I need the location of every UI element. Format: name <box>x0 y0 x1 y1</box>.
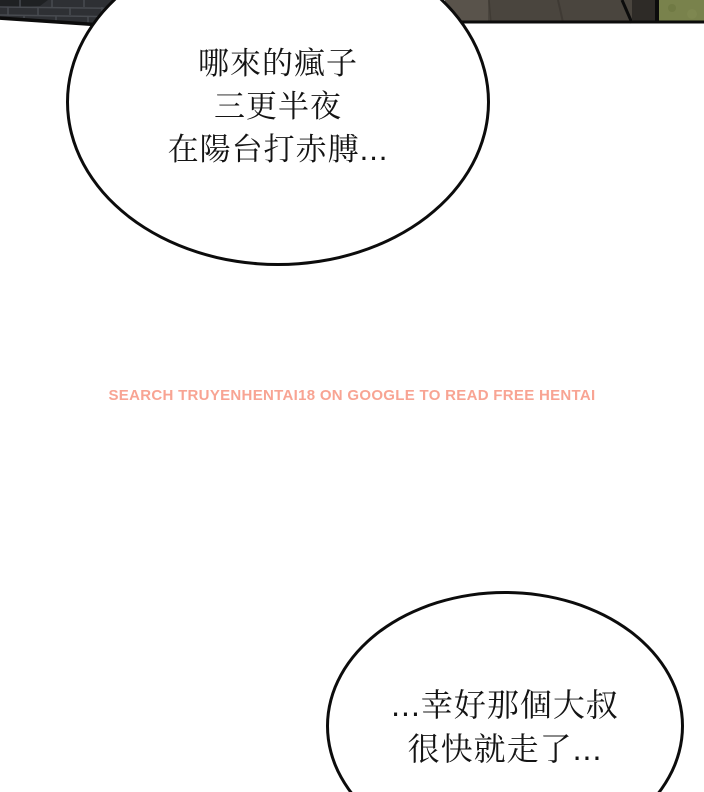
speech-line: 很快就走了... <box>407 731 603 767</box>
speech-bubble-bottom-text <box>329 683 681 771</box>
speech-line: 哪來的瘋子 <box>198 46 358 81</box>
speech-line: 三更半夜 <box>214 89 342 124</box>
speech-line: ...幸好那個大叔 <box>391 687 619 723</box>
apartment-wall <box>445 0 704 24</box>
speech-line: 在陽台打赤膊... <box>167 132 389 167</box>
speech-bubble-bottom <box>326 591 684 792</box>
dark-wall-section <box>632 0 656 23</box>
watermark-text: SEARCH TRUYENHENTAI18 ON GOOGLE TO READ FREE HENTAI <box>108 387 596 404</box>
foliage <box>659 0 704 23</box>
panel-bottom-border <box>445 21 704 24</box>
speech-bubble-top <box>66 0 490 266</box>
speech-bubble-top-text <box>69 42 487 171</box>
